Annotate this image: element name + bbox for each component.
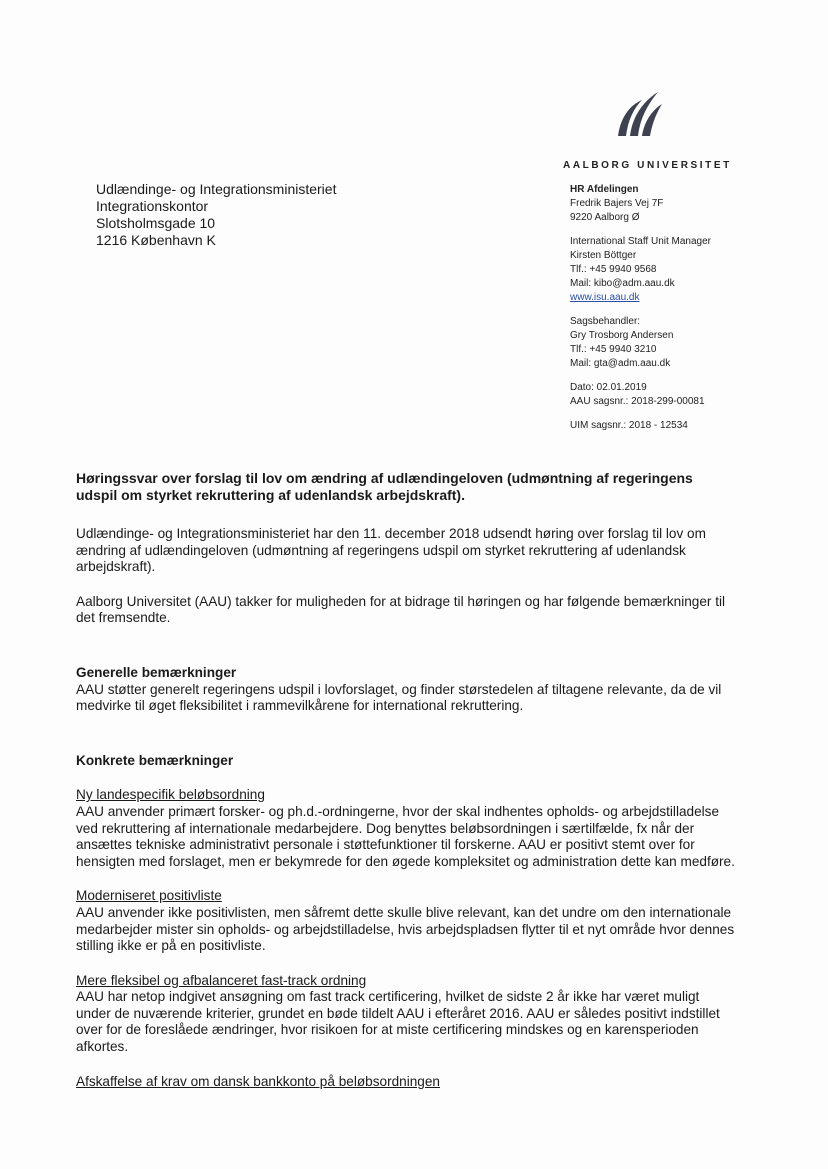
specific-heading: Konkrete bemærkninger xyxy=(76,752,234,768)
section-heading: Ny landespecifik beløbsordning xyxy=(76,787,265,803)
section-heading: Afskaffelse af krav om dansk bankkonto på beløbsordningen xyxy=(76,1073,440,1089)
handler-name: Gry Trosborg Andersen xyxy=(570,330,674,341)
university-name: AALBORG UNIVERSITET xyxy=(563,160,732,171)
handler-block xyxy=(570,315,800,371)
aau-case-number: AAU sagsnr.: 2018-299-00081 xyxy=(570,396,705,407)
aau-wave-logo-icon xyxy=(612,86,664,138)
general-heading: Generelle bemærkninger xyxy=(76,664,237,680)
uim-case-block xyxy=(570,419,800,433)
case-block xyxy=(570,381,800,409)
uim-case-number: UIM sagsnr.: 2018 - 12534 xyxy=(570,420,688,431)
contact-title: International Staff Unit Manager xyxy=(570,236,712,247)
general-paragraph: AAU støtter generelt regeringens udspil i lovforslaget, og finder størstedelen af tiltagene relevante, da de vil medvirke til øget fleksibilitet i rammevilkårene for international rekruttering. xyxy=(76,681,722,714)
section-heading: Mere fleksibel og afbalanceret fast-track ordning xyxy=(76,972,367,988)
sender-street: Fredrik Bajers Vej 7F xyxy=(570,198,664,209)
handler-label: Sagsbehandler: xyxy=(570,316,641,327)
sender-info xyxy=(570,183,800,443)
handler-phone: Tlf.: +45 9940 3210 xyxy=(570,344,657,355)
letter-date: Dato: 02.01.2019 xyxy=(570,382,647,393)
letter-title: Høringssvar over forslag til lov om ændring af udlændingeloven (udmøntning af regeringens udspil om styrket rekruttering af udenlandsk arbejdskraft). xyxy=(76,470,693,503)
handler-mail: Mail: gta@adm.aau.dk xyxy=(570,358,671,369)
contact-web-link[interactable]: www.isu.aau.dk xyxy=(570,292,640,303)
section-heading: Moderniseret positivliste xyxy=(76,888,222,904)
recipient-address xyxy=(96,181,336,249)
contact-name: Kirsten Böttger xyxy=(570,250,637,261)
contact-mail: Mail: kibo@adm.aau.dk xyxy=(570,278,675,289)
sender-department: HR Afdelingen xyxy=(570,184,639,195)
intro-paragraph: Aalborg Universitet (AAU) takker for muligheden for at bidrage til høringen og har følgende bemærkninger til det fremsendte. xyxy=(76,593,726,626)
intro-paragraph: Udlændinge- og Integrationsministeriet har den 11. december 2018 udsendt høring over forslag til lov om ændring af udlændingeloven (udmøntning af regeringens udspil om styrket rekruttering af udenlandsk arbejdskraft). xyxy=(76,526,706,575)
sender-city: 9220 Aalborg Ø xyxy=(570,212,640,223)
section-paragraph: AAU anvender primært forsker- og ph.d.-ordningerne, hvor der skal indhentes opholds- og arbejdstilladelse ved rekruttering af internationale medarbejdere. Dog benyttes beløbsordningen i særtilfælde, fx når der ansættes tekniske administrativt personale i støttefunktioner til forskerne. AAU er positivt stemt over for hensigten med forslaget, men er bekymrede for den øgede kompleksitet og administration dette kan medføre. xyxy=(76,803,735,869)
sender-address xyxy=(570,183,800,225)
contact-phone: Tlf.: +45 9940 9568 xyxy=(570,264,657,275)
recipient-line: Slotsholmsgade 10 xyxy=(96,215,216,231)
contact-block xyxy=(570,235,800,305)
section-paragraph: AAU anvender ikke positivlisten, men såfremt dette skulle blive relevant, kan det undre om den internationale medarbejder mister sin opholds- og arbejdstilladelse, hvis arbejdspladsen flytter til et nyt område hvor dennes stilling ikke er på en positivliste. xyxy=(76,904,735,954)
recipient-line: Udlændinge- og Integrationsministeriet xyxy=(96,181,337,197)
section-paragraph: AAU har netop indgivet ansøgning om fast track certificering, hvilket de sidste 2 år ikke har været muligt under de nuværende kriterier, grundet en bøde tildelt AAU i efteråret 2016. AAU er således positivt indstillet over for de foreslåede ændringer, hvor risikoen for at miste certificering mindskes og en karensperioden afkortes. xyxy=(76,989,720,1055)
recipient-line: 1216 København K xyxy=(96,232,216,248)
letter-body xyxy=(76,470,736,1090)
recipient-line: Integrationskontor xyxy=(96,198,209,214)
